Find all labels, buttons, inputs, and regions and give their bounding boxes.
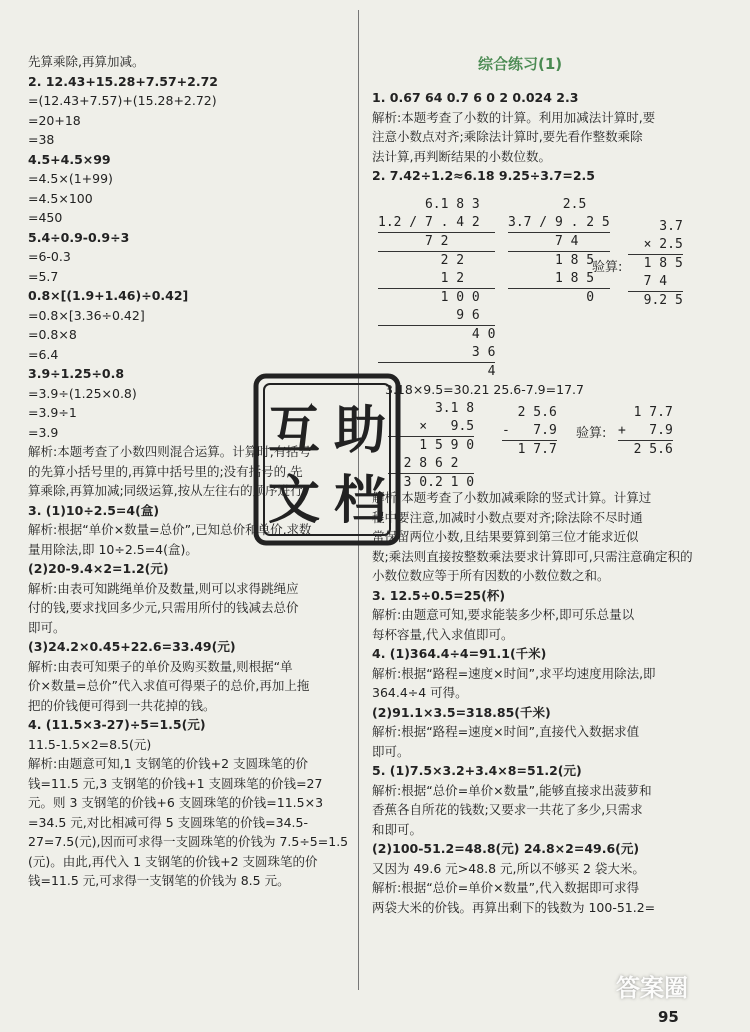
text-line: (2)20-9.4×2=1.2(元) [28, 561, 169, 576]
calc-row: 1 8 5 [628, 256, 683, 271]
check-label-2: 验算: [576, 426, 607, 441]
text-line: 的先算小括号里的,再算中括号里的;没有括号的,先 [28, 463, 303, 479]
calc-row: 3.7 [628, 219, 683, 234]
calc-row: 4 [378, 364, 496, 379]
text-line: =450 [28, 210, 63, 225]
calc-row: 9 6 [378, 308, 480, 323]
text-line: =6-0.3 [28, 249, 71, 264]
text-line: 钱=11.5 元,可求得一支钢笔的价钱为 8.5 元。 [28, 873, 290, 888]
text-line: 即可。 [28, 619, 66, 635]
text-line: =4.5×(1+99) [28, 171, 113, 186]
text-line: =38 [28, 132, 55, 147]
calc-row: 2 8 6 2 [388, 456, 459, 471]
text-line: 0.8×[(1.9+1.46)÷0.42] [28, 288, 189, 303]
text-line: 法计算,再判断结果的小数位数。 [372, 148, 551, 164]
calc-row: 7 4 [628, 274, 668, 289]
text-line: 5.4÷0.9-0.9÷3 [28, 229, 130, 245]
text-line: 小数位数应等于所有因数的小数位数之和。 [372, 568, 610, 583]
text-line: 5. (1)7.5×3.2+3.4×8=51.2(元) [372, 763, 582, 778]
text-line: 3. 12.5÷0.5=25(杯) [372, 587, 506, 603]
calc-row: 3.1 8 [388, 401, 475, 416]
calc-row: 1 2 [378, 271, 465, 286]
calc-row: × 2.5 [628, 237, 683, 252]
calc-row: 1 7.7 [502, 442, 557, 457]
text-line: =3.9÷1 [28, 405, 77, 420]
text-line: 2. 12.43+15.28+7.57+2.72 [28, 73, 218, 89]
calc-row: 1.2 / 7 . 4 2 [378, 215, 480, 230]
text-line: 常保留两位小数,且结果要算到第三位才能求近似 [372, 529, 639, 544]
text-line: 香蕉各自所花的钱数;又要求一共花了多少,只需求 [372, 802, 643, 817]
text-line: 解析:本题考查了小数加减乘除的竖式计算。计算过 [372, 490, 652, 505]
text-line: 11.5-1.5×2=8.5(元) [28, 736, 152, 752]
text-line: 解析:根据“路程=速度×时间”,求平均速度用除法,即 [372, 665, 656, 681]
text-line: =34.5 元,对比相减可得 5 支圆珠笔的价钱=34.5- [28, 814, 308, 830]
svg-text:互: 互 [267, 401, 321, 461]
text-line: 3. (1)10÷2.5=4(盒) [28, 502, 160, 518]
right-mid-line [385, 380, 725, 400]
text-line: 两袋大米的价钱。再算出剩下的钱数为 100-51.2= [372, 899, 656, 915]
svg-text:助: 助 [333, 401, 387, 461]
text-line: (3)24.2×0.45+22.6=33.49(元) [28, 639, 236, 654]
text-line: 4. (11.5×3-27)÷5=1.5(元) [28, 717, 206, 732]
calc-row: 0 [508, 288, 610, 307]
text-line: 364.4÷4 可得。 [372, 685, 468, 700]
text-line: 2. 7.42÷1.2≈6.18 9.25÷3.7=2.5 [372, 168, 595, 183]
text-line: 4.5+4.5×99 [28, 151, 111, 167]
right-column-bottom [372, 488, 722, 917]
text-line: 解析:由题意可知,要求能装多少杯,即可乐总量以 [372, 607, 635, 622]
huzhu-wendang-stamp [252, 372, 402, 547]
text-line: 解析:本题考查了小数四则混合运算。计算时,有括号 [28, 444, 312, 459]
text-line: 4. (1)364.4÷4=91.1(千米) [372, 646, 547, 661]
check-multiplication [628, 218, 683, 310]
calc-row: 7 2 [378, 232, 495, 251]
text-line: 解析:根据“总价=单价×数量”,代入数据即可求得 [372, 880, 640, 895]
check-addition [618, 404, 673, 459]
text-line: 解析:根据“路程=速度×时间”,直接代入数据求值 [372, 724, 640, 739]
division-9-25-by-3-7 [508, 196, 610, 307]
text-line: 元。则 3 支钢笔的价钱+6 支圆珠笔的价钱=11.5×3 [28, 795, 324, 810]
text-line: 先算乘除,再算加减。 [28, 54, 145, 69]
text-line: 程中要注意,加减时小数点要对齐;除法除不尽时通 [372, 509, 643, 525]
calc-row: × 9.5 [388, 419, 475, 434]
calc-row: 1 8 5 [508, 251, 610, 270]
division-7-42-by-1-2 [378, 196, 495, 381]
calc-row: 2 5.6 [502, 405, 557, 420]
text-line: =20+18 [28, 112, 81, 128]
svg-text:文: 文 [267, 471, 321, 531]
text-line: 又因为 49.6 元>48.8 元,所以不够买 2 袋大米。 [372, 860, 645, 876]
text-line: 3.9÷1.25÷0.8 [28, 366, 125, 381]
calc-row: 2.5 [508, 197, 587, 212]
text-line: =4.5×100 [28, 190, 93, 206]
check-label-1: 验算: [592, 260, 623, 275]
text-line: =5.7 [28, 268, 59, 284]
text-line: 即可。 [372, 743, 410, 759]
text-line: 每杯容量,代入求值即可。 [372, 626, 514, 642]
text-line: =0.8×[3.36÷0.42] [28, 307, 145, 323]
text-line: =(12.43+7.57)+(15.28+2.72) [28, 93, 217, 108]
calc-row: 3 6 [378, 345, 496, 360]
calc-line: 3.18×9.5=30.21 25.6-7.9=17.7 [385, 382, 584, 397]
watermark: 答案圈 [616, 974, 688, 1002]
text-line: 钱=11.5 元,3 支钢笔的价钱+1 支圆珠笔的价钱=27 [28, 775, 323, 791]
text-line: (元)。由此,再代入 1 支钢笔的价钱+2 支圆珠笔的价 [28, 853, 318, 869]
text-line: =3.9 [28, 424, 59, 440]
text-line: =0.8×8 [28, 327, 77, 342]
text-line: 解析:本题考查了小数的计算。利用加减法计算时,要 [372, 109, 656, 125]
text-line: 1. 0.67 64 0.7 6 0 2 0.024 2.3 [372, 90, 579, 105]
calc-row: 6.1 8 3 [378, 197, 480, 212]
calc-row: 2 5.6 [618, 442, 673, 457]
text-line: 价×数量=总价”代入求值可得栗子的总价,再加上拖 [28, 678, 310, 693]
text-line: 和即可。 [372, 821, 423, 837]
text-line: 算乘除,再算加减;同级运算,按从左往右的顺序进行。 [28, 483, 316, 498]
calc-row: 9.2 5 [628, 293, 683, 308]
text-line: 量用除法,即 10÷2.5=4(盒)。 [28, 541, 198, 557]
right-column-top [372, 88, 722, 186]
text-line: 数;乘法则直接按整数乘法要求计算即可,只需注意确定积的 [372, 548, 693, 564]
text-line: 注意小数点对齐;乘除法计算时,要先看作整数乘除 [372, 129, 643, 144]
calc-row: 1 8 5 [508, 271, 595, 286]
text-line: 付的钱,要求找回多少元,只需用所付的钱减去总价 [28, 600, 299, 615]
svg-text:档: 档 [333, 471, 387, 531]
calc-row: 1 0 0 [378, 288, 495, 307]
text-line: 解析:根据“单价×数量=总价”,已知总价和单价,求数 [28, 522, 312, 537]
calc-row: + 7.9 [618, 423, 673, 438]
text-line: 27=7.5(元),因而可求得一支圆珠笔的价钱为 7.5÷5=1.5 [28, 834, 348, 849]
text-line: 解析:由题意可知,1 支钢笔的价钱+2 支圆珠笔的价 [28, 756, 309, 771]
calc-row: 7 4 [508, 232, 610, 251]
text-line: 解析:由表可知栗子的单价及购买数量,则根据“单 [28, 658, 293, 674]
calc-row: 2 2 [378, 251, 495, 270]
section-title: 综合练习(1) [478, 55, 563, 73]
text-line: =6.4 [28, 346, 59, 362]
text-line: (2)100-51.2=48.8(元) 24.8×2=49.6(元) [372, 841, 640, 856]
calc-row: 4 0 [378, 327, 496, 342]
text-line: =3.9÷(1.25×0.8) [28, 385, 137, 401]
text-line: 解析:根据“总价=单价×数量”,能够直接求出菠萝和 [372, 782, 652, 798]
calc-row: 1 5 9 0 [388, 438, 475, 453]
calc-row: 1 7.7 [618, 405, 673, 420]
calc-row: 3 0.2 1 0 [388, 475, 475, 490]
text-line: 解析:由表可知跳绳单价及数量,则可以求得跳绳应 [28, 580, 299, 596]
page-number: 95 [658, 1008, 679, 1026]
calc-row: - 7.9 [502, 423, 557, 438]
subtraction-25-6-minus-7-9 [502, 404, 557, 459]
text-line: (2)91.1×3.5=318.85(千米) [372, 704, 551, 720]
calc-row: 3.7 / 9 . 2 5 [508, 215, 610, 230]
text-line: 把的价钱便可得到一共花掉的钱。 [28, 697, 216, 713]
